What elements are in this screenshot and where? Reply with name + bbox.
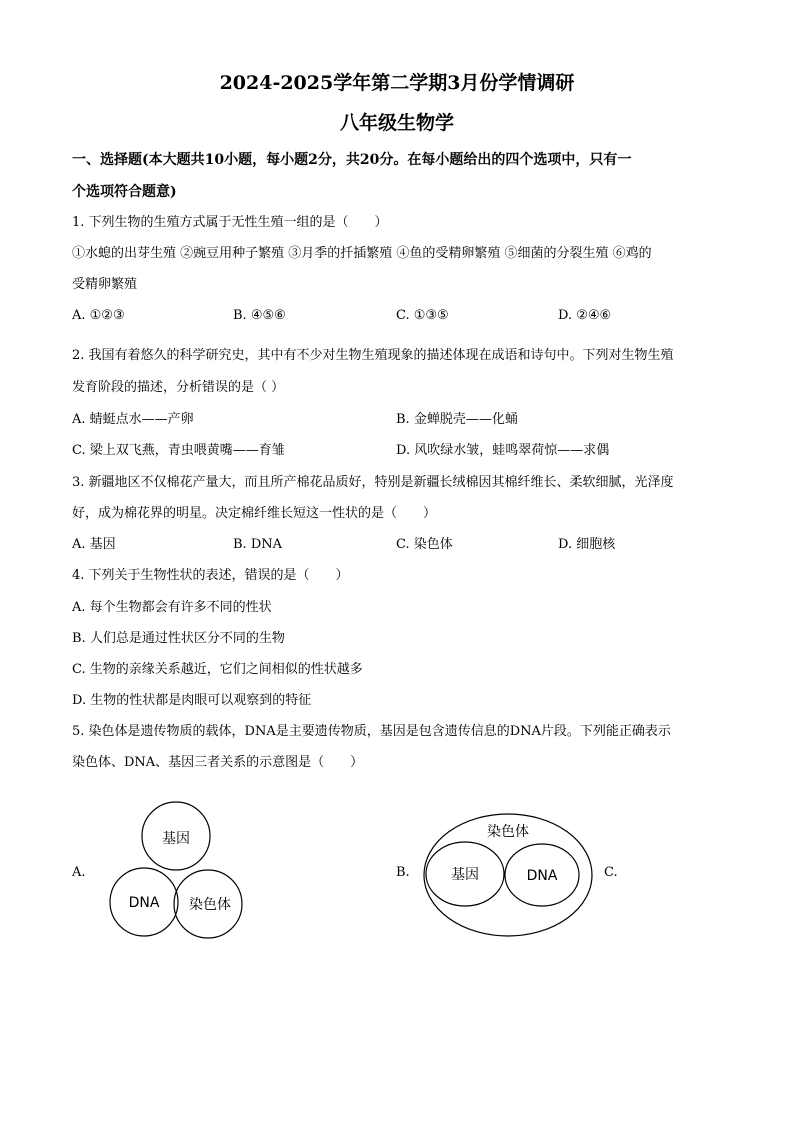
page-subtitle: 八年级生物学 bbox=[339, 112, 454, 134]
diagram-b-label-outer: 染色体 bbox=[487, 824, 529, 840]
question-4-stem: 4. 下列关于生物性状的表述，错误的是（ ） bbox=[72, 568, 349, 583]
question-2-stem-line2: 发育阶段的描述，分析错误的是（ ） bbox=[72, 380, 285, 395]
question-1-option-b: B. ④⑤⑥ bbox=[233, 308, 286, 323]
question-2-option-a: A. 蜻蜓点水——产卵 bbox=[72, 412, 194, 427]
question-3-option-a: A. 基因 bbox=[72, 537, 116, 552]
question-4-option-a: A. 每个生物都会有许多不同的性状 bbox=[72, 600, 272, 615]
diagram-a-label-right: 染色体 bbox=[189, 897, 231, 913]
diagram-a-label-left: DNA bbox=[128, 895, 160, 911]
question-5-stem-line2: 染色体、DNA、基因三者关系的示意图是（ ） bbox=[72, 755, 364, 770]
page-title: 2024-2025学年第二学期3月份学情调研 bbox=[219, 72, 575, 94]
question-5-stem-line1: 5. 染色体是遗传物质的载体，DNA是主要遗传物质，基因是包含遗传信息的DNA片段。下列能正确表示 bbox=[72, 724, 671, 739]
question-4-option-b: B. 人们总是通过性状区分不同的生物 bbox=[72, 631, 285, 646]
section-heading-line2: 个选项符合题意) bbox=[72, 184, 177, 200]
question-1-stem-line2: ①水螅的出芽生殖 ②豌豆用种子繁殖 ③月季的扦插繁殖 ④鱼的受精卵繁殖 ⑤细菌的分裂生殖 ⑥鸡的 bbox=[72, 246, 652, 261]
question-3-option-c: C. 染色体 bbox=[396, 537, 453, 552]
diagram-a bbox=[100, 790, 250, 950]
question-4-option-c: C. 生物的亲缘关系越近，它们之间相似的性状越多 bbox=[72, 662, 363, 677]
question-3-option-d: D. 细胞核 bbox=[558, 537, 616, 552]
question-1-option-c: C. ①③⑤ bbox=[396, 308, 449, 323]
question-2-option-d: D. 风吹绿水皱，蛙鸣翠荷惊——求偶 bbox=[396, 443, 610, 458]
question-3-option-b: B. DNA bbox=[233, 537, 283, 552]
question-5-option-b: B. bbox=[396, 865, 410, 880]
question-3-stem-line2: 好，成为棉花界的明星。决定棉纤维长短这一性状的是（ ） bbox=[72, 506, 437, 521]
question-5-option-a: A. bbox=[72, 865, 86, 880]
question-4-option-d: D. 生物的性状都是肉眼可以观察到的特征 bbox=[72, 693, 312, 708]
diagram-b-label-inner-left: 基因 bbox=[451, 867, 479, 883]
question-1-option-d: D. ②④⑥ bbox=[558, 308, 612, 323]
diagram-b-label-inner-right: DNA bbox=[526, 868, 558, 884]
question-2-stem-line1: 2. 我国有着悠久的科学研究史，其中有不少对生物生殖现象的描述体现在成语和诗句中。下列对生物生殖 bbox=[72, 348, 674, 363]
question-3-stem-line1: 3. 新疆地区不仅棉花产量大，而且所产棉花品质好，特别是新疆长绒棉因其棉纤维长、柔软细腻，光泽度 bbox=[72, 475, 674, 490]
question-1-option-a: A. ①②③ bbox=[72, 308, 125, 323]
section-heading-line1: 一、选择题(本大题共10小题，每小题2分，共20分。在每小题给出的四个选项中，只有一 bbox=[72, 152, 632, 168]
question-1-stem-line1: 1. 下列生物的生殖方式属于无性生殖一组的是（ ） bbox=[72, 215, 388, 230]
question-1-stem-line3: 受精卵繁殖 bbox=[72, 277, 138, 292]
question-5-option-c: C. bbox=[604, 865, 618, 880]
question-2-option-c: C. 梁上双飞燕，青虫喂黄嘴——育雏 bbox=[72, 443, 285, 458]
question-2-option-b: B. 金蝉脱壳——化蛹 bbox=[396, 412, 518, 427]
diagram-b bbox=[418, 812, 598, 944]
diagram-a-label-top: 基因 bbox=[162, 831, 190, 847]
